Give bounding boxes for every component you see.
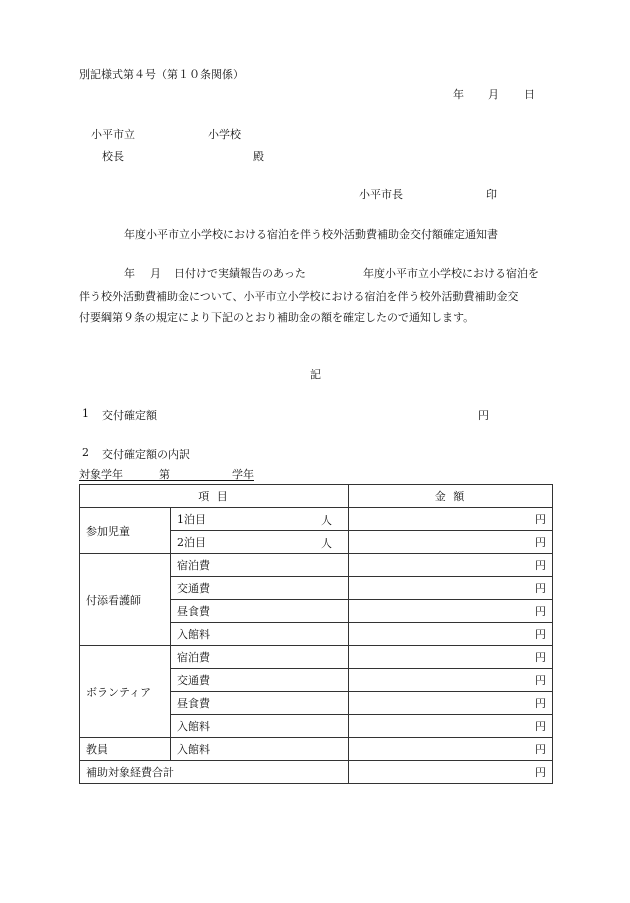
addressee-school: 小学校 xyxy=(208,128,241,141)
nurse-item: 宿泊費 xyxy=(171,554,349,577)
total-amount-cell: 円 xyxy=(349,761,553,784)
amount-cell: 円 xyxy=(349,692,553,715)
volunteer-item: 宿泊費 xyxy=(171,646,349,669)
sender-seal: 印 xyxy=(486,188,497,201)
table-row xyxy=(80,738,553,761)
children-night-1 xyxy=(171,508,349,531)
body-line-2: 伴う校外活動費補助金について、小平市立小学校における宿泊を伴う校外活動費補助金交 xyxy=(79,290,519,303)
body-year: 年 xyxy=(124,267,135,280)
table-header-row xyxy=(80,485,553,508)
addressee-honorific: 殿 xyxy=(253,150,264,163)
amount-cell: 円 xyxy=(349,715,553,738)
table-row xyxy=(80,554,553,577)
breakdown-table xyxy=(79,484,553,784)
table-total-row xyxy=(80,761,553,784)
date-day: 日 xyxy=(524,88,535,101)
nurse-label: 付添看護師 xyxy=(80,554,171,646)
body-day-text: 日付けで実績報告のあった xyxy=(174,267,306,280)
amount-cell: 円 xyxy=(349,646,553,669)
night-1-label: 1泊目 xyxy=(177,513,206,526)
children-night-2 xyxy=(171,531,349,554)
amount-cell: 円 xyxy=(349,738,553,761)
section-2-number: 2 xyxy=(82,446,89,459)
amount-cell: 円 xyxy=(349,508,553,531)
volunteer-label: ボランティア xyxy=(80,646,171,738)
body-month: 月 xyxy=(150,267,161,280)
amount-cell: 円 xyxy=(349,600,553,623)
total-label: 補助対象経費合計 xyxy=(80,761,349,784)
ki-heading: 記 xyxy=(310,368,321,381)
target-dai: 第 xyxy=(159,468,170,481)
addressee-city: 小平市立 xyxy=(91,128,135,141)
teacher-item: 入館料 xyxy=(171,738,349,761)
night-2-label: 2泊目 xyxy=(177,536,206,549)
target-grade: 学年 xyxy=(232,468,254,481)
addressee-principal: 校長 xyxy=(102,150,124,163)
person-unit: 人 xyxy=(321,537,332,550)
amount-cell: 円 xyxy=(349,577,553,600)
body-fiscal-text: 年度小平市立小学校における宿泊を xyxy=(363,267,539,280)
target-label: 対象学年 xyxy=(79,468,123,481)
document-title: 年度小平市立小学校における宿泊を伴う校外活動費補助金交付額確定通知書 xyxy=(124,228,498,241)
nurse-item: 交通費 xyxy=(171,577,349,600)
section-2-label: 交付確定額の内訳 xyxy=(102,448,190,461)
volunteer-item: 昼食費 xyxy=(171,692,349,715)
volunteer-item: 入館料 xyxy=(171,715,349,738)
person-unit: 人 xyxy=(321,514,332,527)
section-1-unit: 円 xyxy=(478,409,489,422)
date-year: 年 xyxy=(453,88,464,101)
amount-cell: 円 xyxy=(349,623,553,646)
nurse-item: 昼食費 xyxy=(171,600,349,623)
sender-name: 小平市長 xyxy=(359,188,403,201)
header-amount: 金 額 xyxy=(349,485,553,508)
section-1-label: 交付確定額 xyxy=(102,409,157,422)
date-month: 月 xyxy=(488,88,499,101)
header-item: 項 目 xyxy=(80,485,349,508)
body-line-3: 付要綱第９条の規定により下記のとおり補助金の額を確定したので通知します。 xyxy=(79,311,475,324)
amount-cell: 円 xyxy=(349,669,553,692)
table-row xyxy=(80,508,553,531)
table-row xyxy=(80,646,553,669)
amount-cell: 円 xyxy=(349,554,553,577)
form-reference: 別記様式第４号（第１０条関係） xyxy=(79,68,244,81)
teacher-label: 教員 xyxy=(80,738,171,761)
nurse-item: 入館料 xyxy=(171,623,349,646)
amount-cell: 円 xyxy=(349,531,553,554)
target-underline xyxy=(79,480,254,481)
section-1-number: 1 xyxy=(82,407,89,420)
volunteer-item: 交通費 xyxy=(171,669,349,692)
target-grade-line xyxy=(79,466,254,481)
children-label: 参加児童 xyxy=(80,508,171,554)
